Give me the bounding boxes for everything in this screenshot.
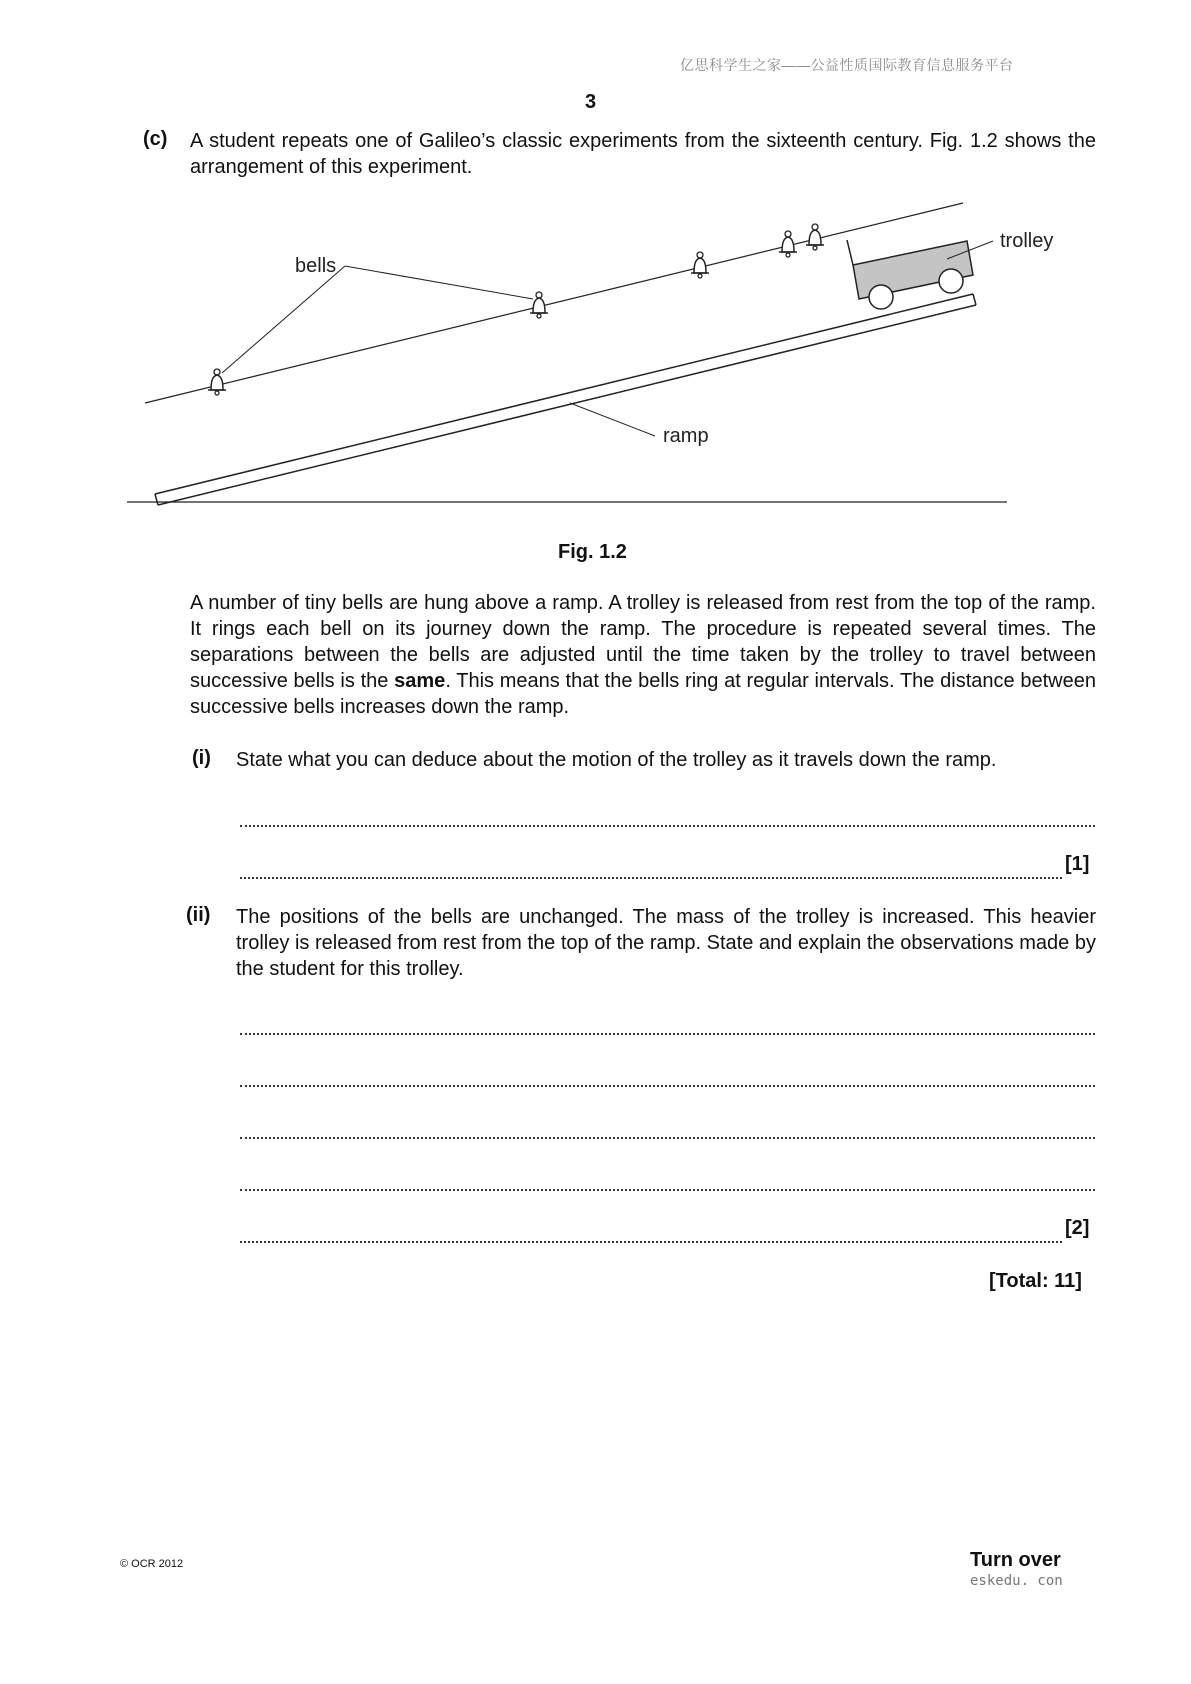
answer-line[interactable]	[240, 799, 1095, 827]
watermark: 亿思科学生之家——公益性质国际教育信息服务平台	[680, 57, 1014, 73]
part-i-marks: [1]	[1065, 853, 1090, 875]
question-intro: A student repeats one of Galileo’s classic experiments from the sixteenth century. Fig. 1.2 shows the arrangement of this experiment.	[190, 130, 1096, 178]
figure-caption: Fig. 1.2	[558, 541, 627, 563]
bell-string	[145, 203, 963, 403]
part-ii-marks: [2]	[1065, 1217, 1090, 1239]
part-i-question: State what you can deduce about the motion of the trolley as it travels down the ramp.	[236, 749, 997, 771]
bell-icon	[806, 224, 824, 250]
bells-label: bells	[295, 255, 337, 277]
page-number: 3	[585, 91, 597, 113]
answer-line[interactable]	[240, 1059, 1095, 1087]
site-watermark: eskedu. con	[970, 1573, 1063, 1589]
trolley-label: trolley	[1000, 230, 1054, 252]
experiment-description: A number of tiny bells are hung above a ramp. A trolley is released from rest from the top of the ramp. It rings each bell on its journey down the ramp. The procedure is repeated several times. The separations between the bells are adjusted until the time taken by the trolley to travel between successive bells is the same. This means that the bells ring at regular intervals. The distance between successive bells increases down the ramp.	[190, 592, 1096, 718]
turn-over: Turn over	[970, 1549, 1061, 1571]
bells-leader-line	[222, 266, 345, 373]
bells-leader-line	[345, 266, 533, 299]
part-i-label: (i)	[192, 747, 211, 769]
question-label: (c)	[143, 128, 168, 150]
answer-line[interactable]	[240, 1215, 1062, 1243]
bell-icon	[208, 369, 226, 395]
ramp-leader-line	[570, 403, 655, 436]
ramp	[155, 294, 976, 505]
emphasis-same: same	[394, 670, 446, 692]
answer-line[interactable]	[240, 851, 1062, 879]
total-marks: [Total: 11]	[989, 1270, 1082, 1292]
copyright: © OCR 2012	[120, 1558, 184, 1570]
answer-line[interactable]	[240, 1163, 1095, 1191]
part-ii-question: The positions of the bells are unchanged. The mass of the trolley is increased. This heavier trolley is released from rest from the top of the ramp. State and explain the observations made by the student for this trolley.	[236, 906, 1096, 980]
part-ii-label: (ii)	[186, 904, 211, 926]
answer-line[interactable]	[240, 1111, 1095, 1139]
answer-line[interactable]	[240, 1007, 1095, 1035]
ramp-label: ramp	[663, 425, 709, 447]
bell-icon	[691, 252, 709, 278]
figure-ramp-experiment	[125, 195, 1054, 515]
